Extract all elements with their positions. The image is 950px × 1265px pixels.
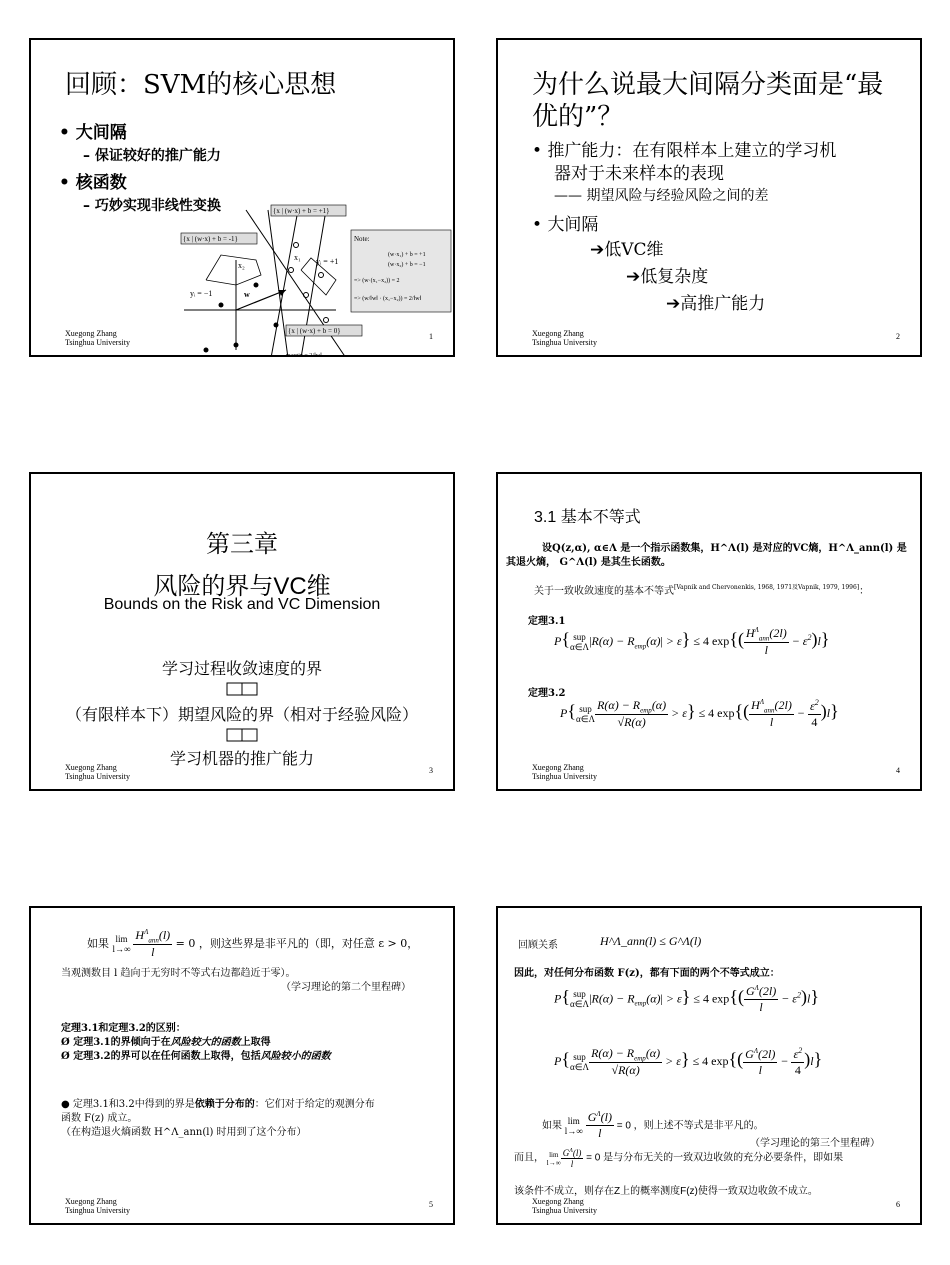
slide-footer: Xuegong Zhang Tsinghua University [532, 763, 597, 781]
bullet-1: • 大间隔 [59, 123, 127, 143]
slide-3 [29, 472, 455, 791]
theorem-3-1-label: 定理3.1 [528, 616, 566, 627]
theorem-3-2-label: 定理3.2 [528, 688, 566, 699]
hyperplane-plus-label: {x | (w·x) + b = +1} [273, 207, 330, 215]
margin-label: margin = 2/‖w‖ [286, 353, 322, 359]
arrow-item-1: ➔低VC维 [590, 240, 664, 260]
definition-line-1: 设Q(z,α), α∈Λ 是一个指示函数集，H^Λ(l) 是对应的VC熵，H^Λ_ann(l) 是 [542, 543, 907, 554]
arrow-icon: ➔ [666, 294, 681, 314]
bullet-2: • 核函数 [59, 173, 127, 193]
svm-margin-diagram [176, 200, 455, 357]
condition-line: 如果 lim l→∞ $\frac{G^\Lambda(l)}{l}$ = 0 ，则上述不等式是非平凡的。 [542, 1110, 764, 1140]
slide-footer: Xuegong Zhang Tsinghua University [65, 329, 130, 347]
w-label: w [244, 290, 250, 299]
x1-label: x₁ [294, 253, 301, 262]
page-number: 3 [429, 766, 433, 775]
distribution-note-line-2: 函数 F(z) 成立。 [61, 1113, 138, 1124]
line-generalization: 学习机器的推广能力 [169, 749, 314, 768]
nsc-line: 而且， lim l→∞ $\frac{G^\Lambda(l)}{l}$ = 0 是与分布无关的一致双边收敛的充分必要条件，即如果 [514, 1148, 844, 1169]
slide-title: 回顾：SVM的核心思想 [65, 70, 337, 100]
yi-pos-label: yᵢ = +1 [316, 257, 339, 266]
recall-relation: H^Λ_ann(l) ≤ G^Λ(l) [600, 934, 702, 948]
theorem-3-2-formula: P{ sup α∈Λ $\frac{R(\alpha) - R_{emp}(\alpha)}{√R(\alpha)}$ > ε} ≤ 4 exp{( $\frac{H^\Lambda_{ann}(2l)}{l}$ − $\frac{\varepsilon^2}{4}$ )l} [560, 698, 839, 730]
double-arrow-icon [31, 680, 453, 702]
slide-title-line-2: 优的”？ [532, 102, 624, 132]
slide-footer: Xuegong Zhang Tsinghua University [532, 1197, 597, 1215]
note-title: Note: [354, 235, 370, 243]
x2-label: x₂ [238, 261, 245, 270]
condition-line: 如果 lim l→∞ $\frac{H^\Lambda_{ann}(l)}{l}$ = 0 ，则这些界是非平凡的（即，对任意 ε > 0， [87, 928, 419, 960]
slide-5 [29, 906, 455, 1225]
note-line-3: => (w·(x₁−x₂)) = 2 [354, 278, 400, 284]
arrow-item-2: ➔低复杂度 [626, 267, 709, 287]
inequality-2: P{ sup α∈Λ $\frac{R(\alpha) - R_{emp}(\alpha)}{√R(\alpha)}$ > ε} ≤ 4 exp{( $\frac{G^\Lambda(2l)}{l}$ − $\frac{\varepsilon^2}{4}$ )l} [554, 1046, 823, 1078]
line-risk-bound: （有限样本下）期望风险的界（相对于经验风险） [65, 705, 418, 724]
therefore-line: 因此，对任何分布函数 F(z)，都有下面的两个不等式成立： [514, 968, 780, 979]
definition-line-2: 其退火熵， G^Λ(l) 是其生长函数。 [506, 557, 671, 568]
line-convergence: 学习过程收敛速度的界 [161, 659, 322, 678]
note-line-2: (w·x₂) + b = −1 [388, 262, 426, 268]
condition-line-2: 当观测数目 l 趋向于无穷时不等式右边都趋近于零）。 [61, 968, 296, 979]
slide-footer: Xuegong Zhang Tsinghua University [65, 1197, 130, 1215]
note-line-1: (w·x₁) + b = +1 [388, 252, 426, 258]
recall-label: 回顾关系 [518, 940, 558, 951]
page-number: 2 [896, 332, 900, 341]
bullet-1-sub: – 保证较好的推广能力 [83, 148, 221, 164]
page-number: 4 [896, 766, 900, 775]
arrow-icon: ➔ [590, 240, 605, 260]
slide-footer: Xuegong Zhang Tsinghua University [65, 763, 130, 781]
hyperplane-minus-label: {x | (w·x) + b = -1} [183, 235, 238, 243]
difference-heading: 定理3.1和定理3.2的区别： [61, 1023, 186, 1034]
distribution-note-line-3: （在构造退火熵函数 H^Λ_ann(l) 时用到了这个分布） [61, 1127, 307, 1138]
arrow-icon: ➔ [626, 267, 641, 287]
slide-footer: Xuegong Zhang Tsinghua University [532, 329, 597, 347]
bullet-2: • 大间隔 [532, 215, 599, 235]
difference-item-2: Ø 定理3.2的界可以在任何函数上取得，包括风险较小的函数 [61, 1051, 331, 1062]
double-arrow-icon [31, 726, 453, 748]
yi-neg-label: yᵢ = −1 [190, 289, 213, 298]
page-number: 6 [896, 1200, 900, 1209]
bullet-2-sub: – 巧妙实现非线性变换 [83, 198, 221, 214]
chapter-title-en: Bounds on the Risk and VC Dimension [103, 596, 381, 613]
bullet-1-line-2: 器对于未来样本的表现 [554, 164, 724, 184]
section-title: 3.1 基本不等式 [534, 509, 641, 526]
difference-item-1: Ø 定理3.1的界倾向于在风险较大的函数上取得 [61, 1037, 271, 1048]
milestone-3: （学习理论的第三个里程碑） [750, 1138, 880, 1149]
slide-6 [496, 906, 922, 1225]
bullet-1-dash: —— 期望风险与经验风险之间的差 [554, 188, 769, 204]
slide-2 [496, 38, 922, 357]
note-line-4: => (w/‖w‖ · (x₁−x₂)) = 2/‖w‖ [354, 296, 422, 302]
slide-1 [29, 38, 455, 357]
inequality-1: P{ sup α∈Λ $|R(\alpha) - R_{emp}(\alpha)| > \varepsilon\} \le 4$ exp{( $\frac{G^\Lambda(2l)}{l}$ − $\varepsilon^2)l$} [554, 984, 819, 1014]
arrow-item-3: ➔高推广能力 [666, 294, 766, 314]
milestone-2: （学习理论的第二个里程碑） [281, 982, 411, 993]
bullet-1-line-1: • 推广能力：在有限样本上建立的学习机 [532, 141, 837, 161]
slide-title-line-1: 为什么说最大间隔分类面是“最 [532, 70, 884, 100]
chapter-label: 第三章 [206, 530, 278, 558]
theorem-3-1-formula: P{ sup α∈Λ $|R(\alpha) - R_{emp}(\alpha)| > \varepsilon\} \le 4$ exp{( $\frac{H^\Lambda_{ann}(2l)}{l}$ − $\varepsilon^2)l$} [554, 626, 830, 658]
page-number: 5 [429, 1200, 433, 1209]
distribution-note-line-1: ● 定理3.1和3.2中得到的界是依赖于分布的：它们对于给定的观测分布 [61, 1099, 375, 1110]
hyperplane-zero-label: {x | (w·x) + b = 0} [288, 327, 341, 335]
nsc-line-2: 该条件不成立，则存在Z上的概率测度F(z)使得一致双边收敛不成立。 [514, 1186, 818, 1197]
page-number: 1 [429, 332, 433, 341]
basic-inequality-intro: 关于一致收敛速度的基本不等式[Vapnik and Chervonenkis, 1968, 1971及Vapnik, 1979, 1996]： [534, 584, 870, 597]
slide-4 [496, 472, 922, 791]
chapter-title-cn: 风险的界与VC维 [153, 573, 331, 600]
